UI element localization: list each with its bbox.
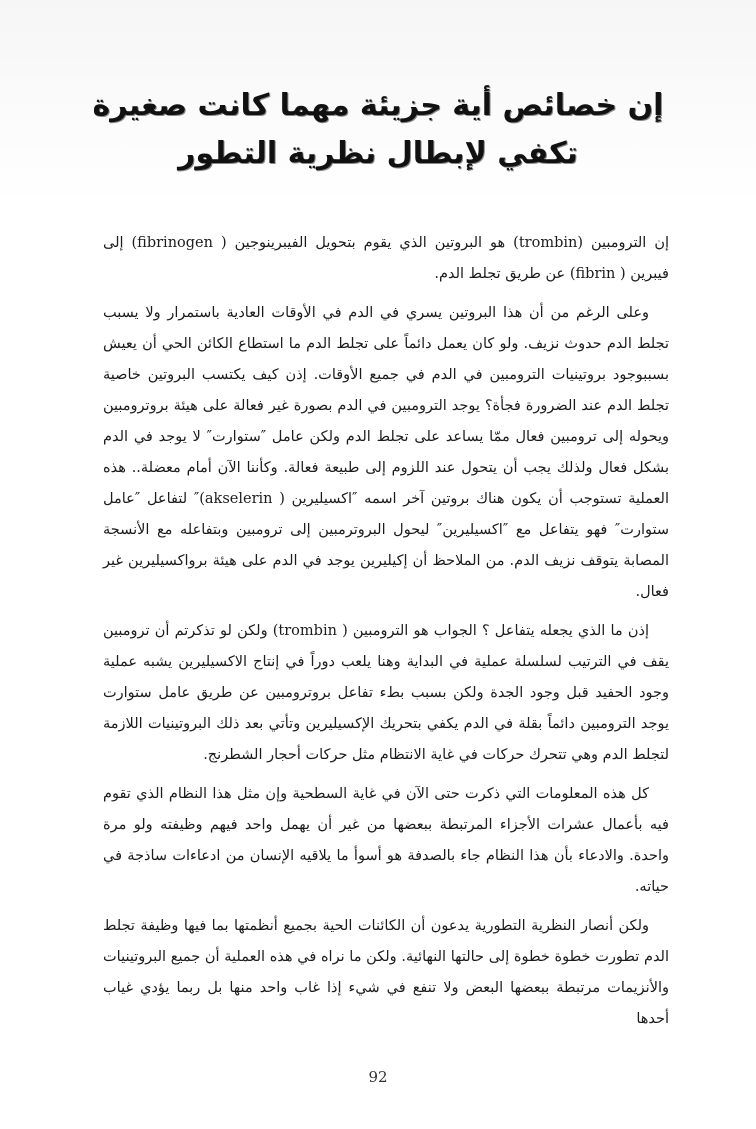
- page-title: [60, 82, 696, 178]
- paragraph-5: ولكن أنصار النظرية التطورية يدعون أن الكائنات الحية بجميع أنظمتها بما فيها وظيفة تجلط الدم تطورت خطوة خطوة إلى حالتها النهائية. ولكن ما نراه في هذه العملية أن جميع البروتينيات والأنزيمات مرتبطة ببعضها البعض ولا تنفع في شيء إذا غاب واحد منها بل ربما يؤدي غياب أحدها: [103, 918, 669, 1027]
- paragraph-2: وعلى الرغم من أن هذا البروتين يسري في الدم في الأوقات العادية باستمرار ولا يسبب تجلط الدم حدوث نزيف. ولو كان يعمل دائماً على تجلط الدم ما استطاع الكائن الحي أن يعيش بسببوجود بروتينيات الترومبين في الدم في جميع الأوقات. إذن كيف يكتسب البروتين خاصية تجلط الدم عند الضرورة فجأة؟ يوجد الترومبين في الدم بصورة غير فعالة على هيئة بروترومبين ويحوله إلى ترومبين فعال ممّا يساعد على تجلط الدم ولكن عامل ″ستوارت″ لا يوجد في الدم بشكل فعال ولذلك يجب أن يتحول عند اللزوم إلى طبيعة فعالة. وكأننا الآن أمام معضلة.. هذه العملية تستوجب أن يكون هناك بروتين آخر اسمه ″اكسيليرين ( akselerin)″ لتفاعل ″عامل ستوارت″ فهو يتفاعل مع ″اكسيليرين″ ليحول البروترمبين إلى ترومبين وبتفاعله مع الأنسجة المصابة يتوقف نزيف الدم. من الملاحظ أن إكيليرين يوجد في الدم على هيئة برواكسيليرين غير فعال.: [103, 305, 669, 600]
- paragraph-3: إذن ما الذي يجعله يتفاعل ؟ الجواب هو الترومبين ( trombin) ولكن لو تذكرتم أن ترومبين يقف في الترتيب لسلسلة عملية في البداية وهنا يلعب دوراً في إنتاج الاكسيليرين يشبه عملية وجود الحفيد قبل وجود الجدة ولكن بسبب بطء تفاعل بروترومبين عن طريق عامل ستوارت يوجد الترومبين دائماً بقلة في الدم يكفي بتحريك الإكسيليرين وتأتي بعد ذلك البروتينيات اللازمة لتجلط الدم وهي تتحرك حركات في غاية الانتظام مثل حركات أحجار الشطرنج.: [103, 623, 669, 763]
- page-number: 92: [368, 1068, 388, 1086]
- body-text: [103, 228, 669, 1043]
- title-line-2: تكفي لإبطال نظرية التطور: [178, 136, 578, 171]
- paragraph-1: إن الترومبين (trombin) هو البروتين الذي يقوم بتحويل الفيبرينوجين ( fibrinogen) إلى فيبرين ( fibrin) عن طريق تجلط الدم.: [103, 235, 669, 282]
- title-line-1: إن خصائص أية جزيئة مهما كانت صغيرة: [92, 88, 664, 123]
- paragraph-4: كل هذه المعلومات التي ذكرت حتى الآن في غاية السطحية وإن مثل هذا النظام الذي تقوم فيه بأعمال عشرات الأجزاء المرتبطة ببعضها من غير أن يهمل واحد فيهم وظيفته ولو مرة واحدة. والادعاء بأن هذا النظام جاء بالصدفة هو أسوأ ما يلاقيه الإنسان من ادعاءات ساذجة في حياته.: [103, 786, 669, 895]
